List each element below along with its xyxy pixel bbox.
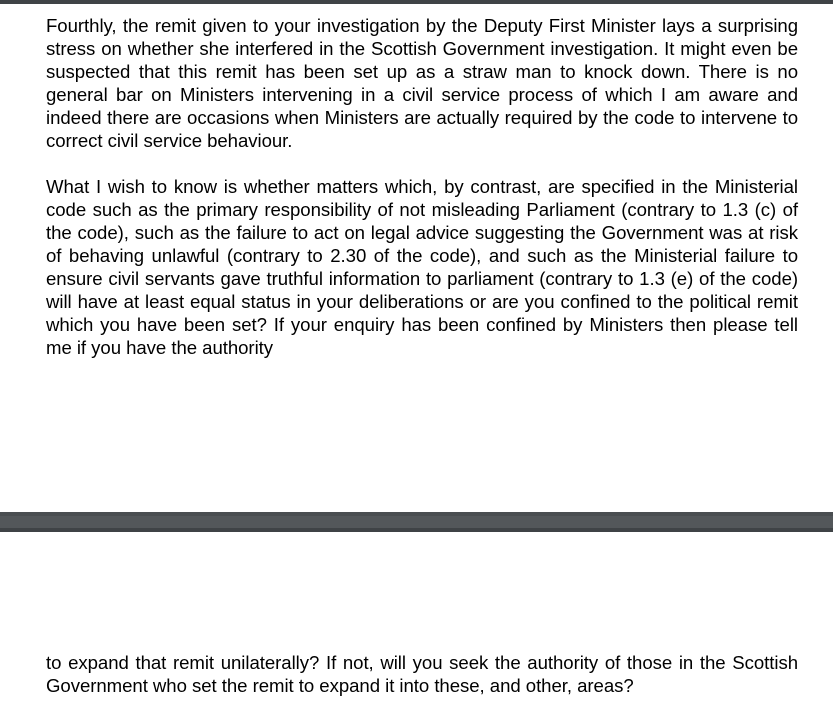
page-two-paragraph-one: to expand that remit unilaterally? If not, will you seek the authority of those in the Scottish Government who set the remit to expand it into these, and other, areas? [46,652,798,696]
viewer-top-edge [0,0,833,4]
page-separator [0,512,833,532]
page-one-paragraph-one: Fourthly, the remit given to your investigation by the Deputy First Minister lays a surprising stress on whether she interfered in the Scottish Government investigation. It might even be suspected that this remit has been set up as a straw man to knock down. There is no general bar on Ministers intervening in a civil service process of which I am aware and indeed there are occasions when Ministers are actually required by the code to intervene to correct civil service behaviour. [46,15,798,151]
page-one-paragraph-two: What I wish to know is whether matters which, by contrast, are specified in the Ministerial code such as the primary responsibility of not misleading Parliament (contrary to 1.3 (c) of the code), such as the failure to act on legal advice suggesting the Government was at risk of behaving unlawful (contrary to 2.30 of the code), and such as the Ministerial failure to ensure civil servants gave truthful information to parliament (contrary to 1.3 (e) of the code) will have at least equal status in your deliberations or are you confined to the political remit which you have been set? If your enquiry has been confined by Ministers then please tell me if you have the authority [46,176,798,358]
